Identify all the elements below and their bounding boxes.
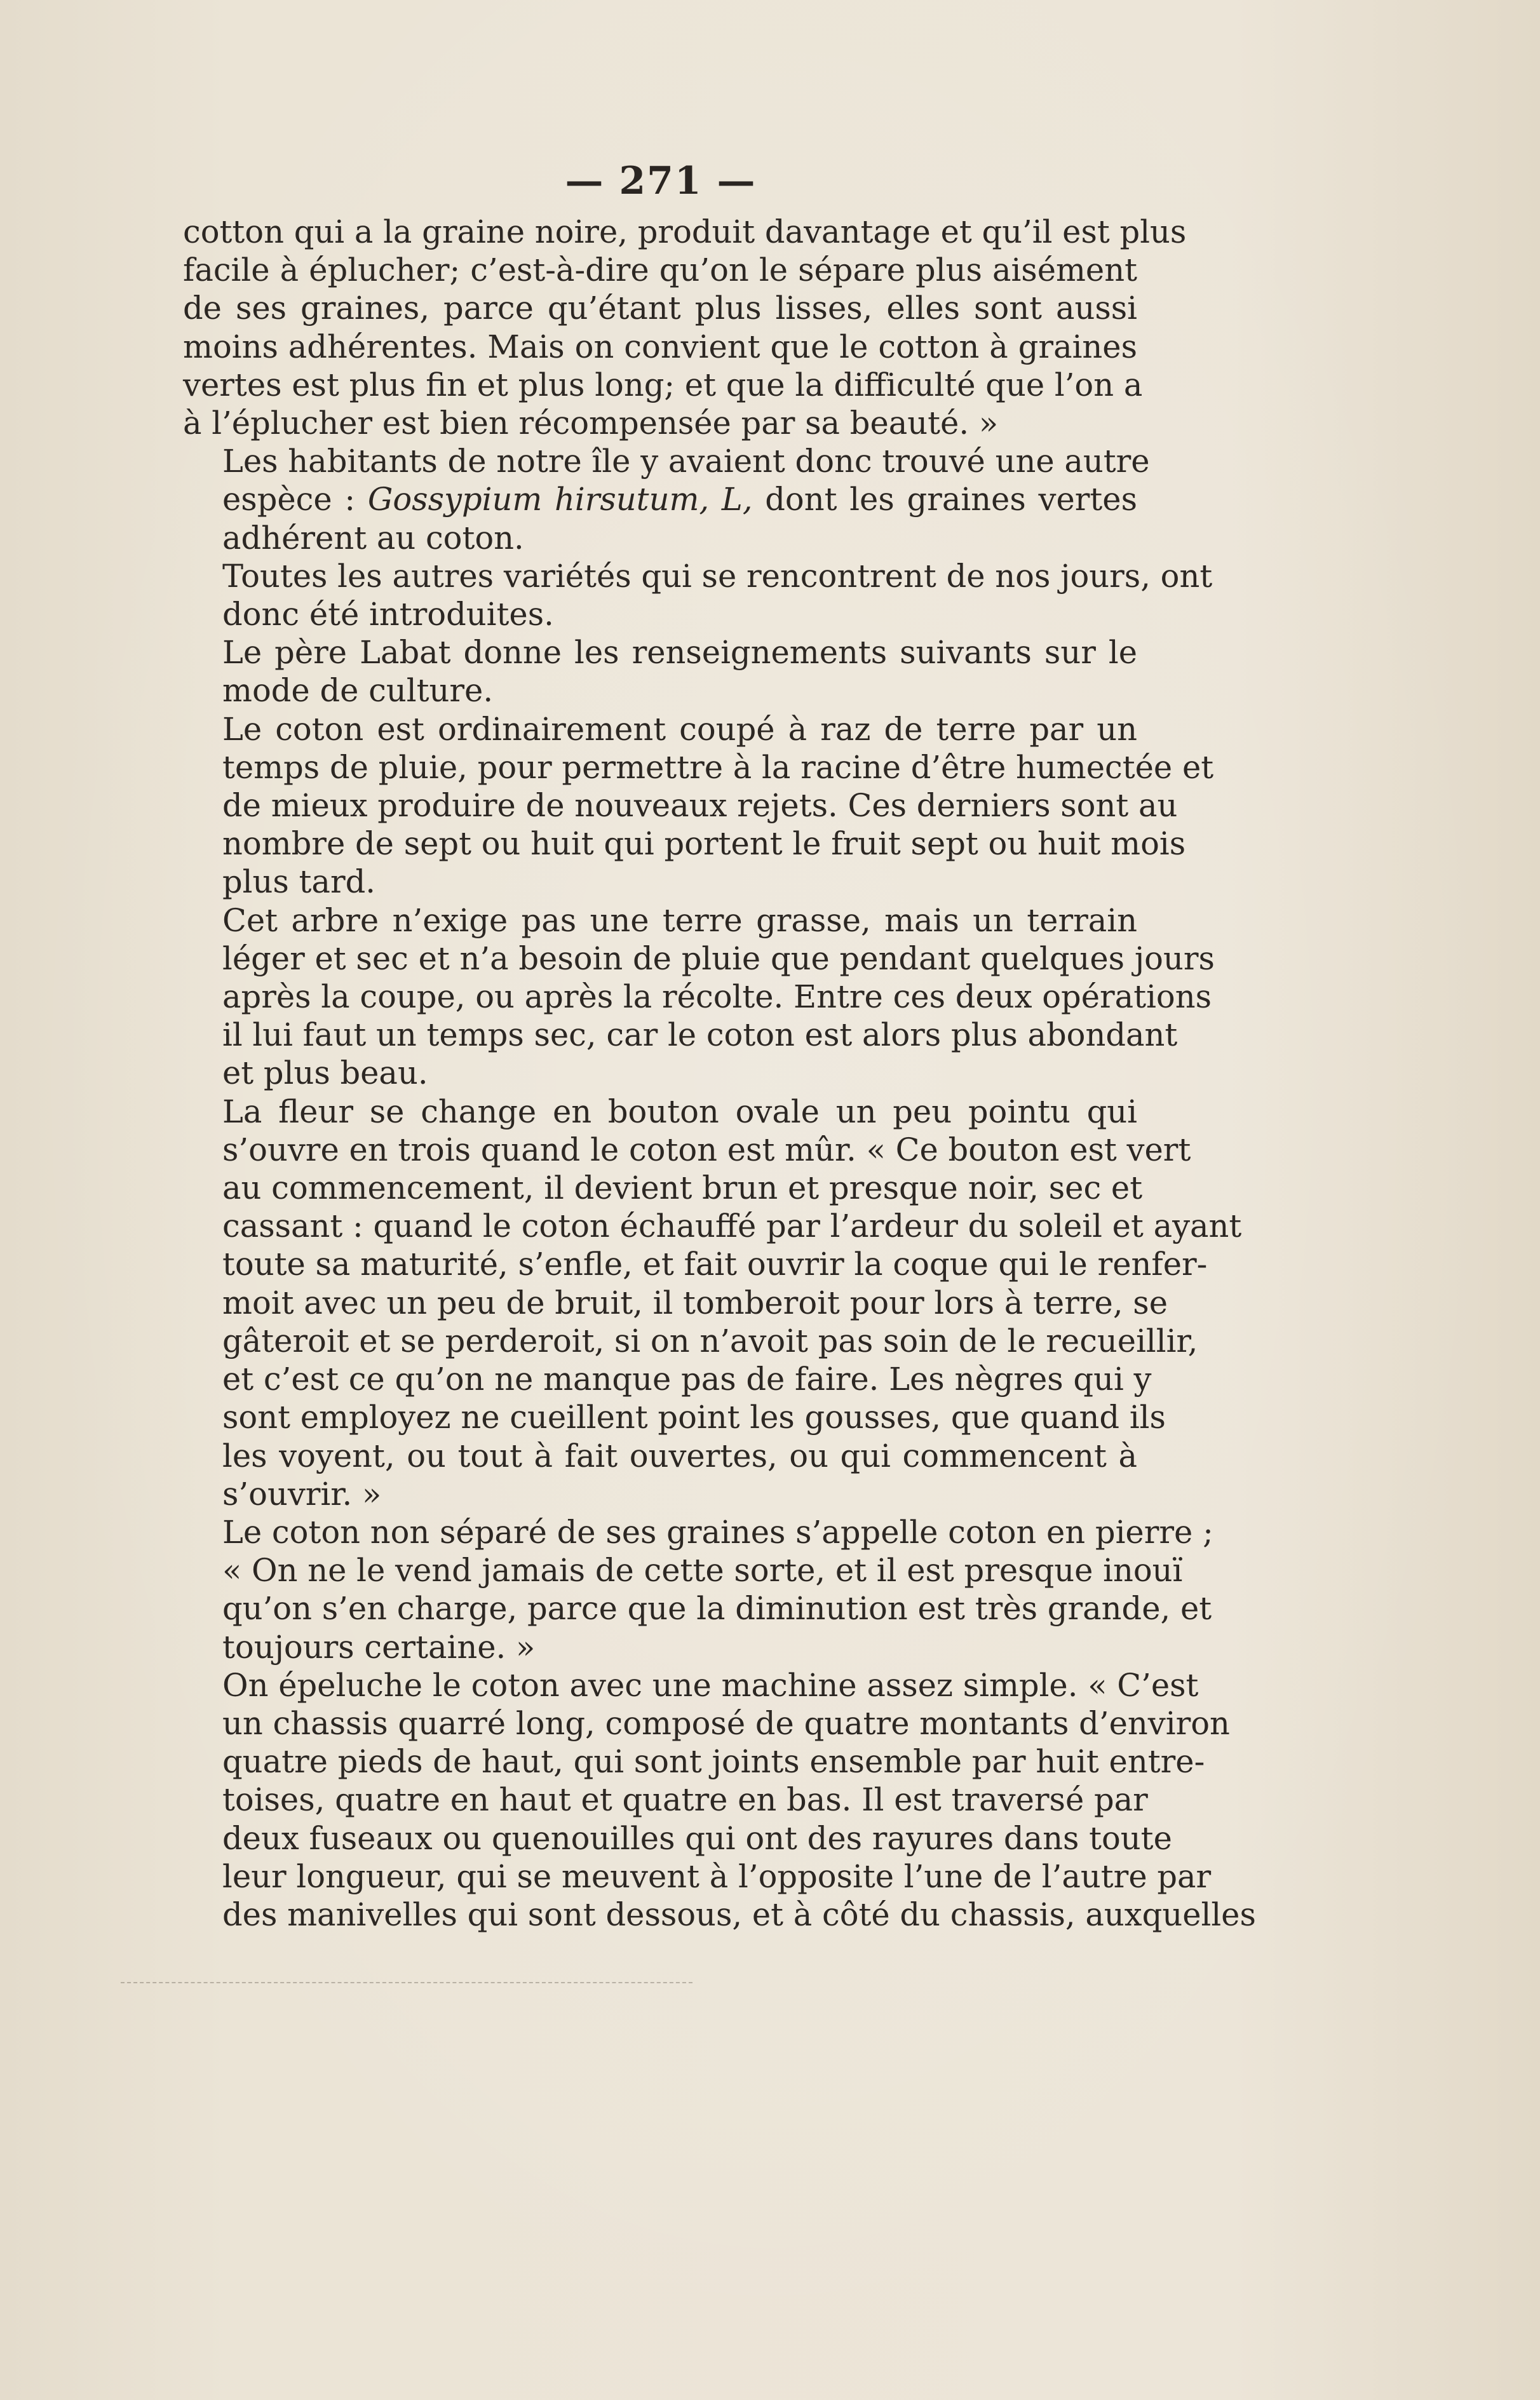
text-line: leur longueur, qui se meuvent à l’opposite l’une de l’autre par	[222, 1857, 1212, 1895]
text-line: de mieux produire de nouveaux rejets. Ces derniers sont au	[222, 787, 1178, 825]
paragraph	[183, 1666, 1256, 1934]
line-suffix: dont les graines vertes	[752, 481, 1137, 518]
text-line: vertes est plus fin et plus long; et que la difficulté que l’on a	[183, 366, 1143, 403]
text-line: les voyent, ou tout à fait ouvertes, ou qui commencent à	[222, 1437, 1137, 1474]
text-line: cotton qui a la graine noire, produit davantage et qu’il est plus	[183, 213, 1187, 250]
text-line: temps de pluie, pour permettre à la racine d’être humectée et	[222, 748, 1214, 786]
text-line: quatre pieds de haut, qui sont joints ensemble par huit entre-	[222, 1743, 1205, 1781]
text-line: Toutes les autres variétés qui se rencontrent de nos jours, ont	[222, 557, 1213, 595]
text-line: mode de culture.	[222, 672, 494, 710]
paragraph	[183, 1513, 1213, 1666]
text-line: adhérent au coton.	[222, 519, 524, 556]
text-line: léger et sec et n’a besoin de pluie que pendant quelques jours	[222, 940, 1215, 977]
text-line: toute sa maturité, s’enfle, et fait ouvrir la coque qui le renfer-	[222, 1246, 1208, 1283]
text-line: s’ouvre en trois quand le coton est mûr. « Ce bouton est vert	[222, 1131, 1191, 1168]
paragraph	[183, 442, 1150, 557]
text-line: sont employez ne cueillent point les gousses, que quand ils	[222, 1399, 1166, 1436]
text-line: toujours certaine. »	[222, 1628, 536, 1666]
paragraph	[183, 213, 1187, 442]
text-line: de ses graines, parce qu’étant plus lisses, elles sont aussi	[183, 290, 1137, 327]
page-number: — 271 —	[565, 159, 757, 203]
text-line: moit avec un peu de bruit, il tomberoit pour lors à terre, se	[222, 1284, 1168, 1321]
paragraph	[183, 633, 1137, 710]
text-line: Les habitants de notre île y avaient donc trouvé une autre	[222, 443, 1150, 480]
text-line: et c’est ce qu’on ne manque pas de faire. Les nègres qui y	[222, 1361, 1152, 1398]
text-line: moins adhérentes. Mais on convient que le cotton à graines	[183, 328, 1137, 365]
line-prefix: espèce :	[222, 481, 368, 518]
text-line: Le coton non séparé de ses graines s’appelle coton en pierre ;	[222, 1513, 1213, 1551]
text-line: facile à éplucher; c’est-à-dire qu’on le sépare plus aisément	[183, 252, 1137, 289]
print-margin-marks	[121, 1982, 692, 1987]
text-line: deux fuseaux ou quenouilles qui ont des rayures dans toute	[222, 1819, 1172, 1857]
text-line: qu’on s’en charge, parce que la diminution est très grande, et	[222, 1590, 1212, 1628]
text-line: gâteroit et se perderoit, si on n’avoit pas soin de le recueillir,	[222, 1322, 1198, 1359]
text-line: Le coton est ordinairement coupé à raz de terre par un	[222, 710, 1137, 748]
text-line: s’ouvrir. »	[222, 1475, 382, 1513]
text-line: On épeluche le coton avec une machine assez simple. « C’est	[222, 1666, 1199, 1704]
text-line: cassant : quand le coton échauffé par l’ardeur du soleil et ayant	[222, 1208, 1242, 1245]
paragraph	[183, 1093, 1242, 1513]
text-line: au commencement, il devient brun et presque noir, sec et	[222, 1170, 1143, 1207]
text-line: des manivelles qui sont dessous, et à côté du chassis, auxquelles	[222, 1896, 1256, 1933]
body-text	[183, 213, 1256, 1934]
text-line: Le père Labat donne les renseignements suivants sur le	[222, 634, 1137, 671]
paragraph	[183, 557, 1213, 633]
text-line: plus tard.	[222, 863, 376, 901]
text-line: « On ne le vend jamais de cette sorte, et il est presque inouï	[222, 1552, 1183, 1589]
text-line: un chassis quarré long, composé de quatre montants d’environ	[222, 1704, 1230, 1742]
paragraph	[183, 901, 1215, 1093]
text-line: Cet arbre n’exige pas une terre grasse, mais un terrain	[222, 901, 1137, 939]
text-line: à l’éplucher est bien récompensée par sa beauté. »	[183, 405, 999, 442]
text-line: et plus beau.	[222, 1055, 428, 1092]
paragraph	[183, 710, 1214, 901]
text-line: toises, quatre en haut et quatre en bas. Il est traversé par	[222, 1781, 1148, 1819]
species-name: Gossypium hirsutum, L,	[367, 481, 753, 518]
text-line: il lui faut un temps sec, car le coton est alors plus abondant	[222, 1016, 1178, 1054]
text-line: donc été introduites.	[222, 596, 554, 633]
text-line: nombre de sept ou huit qui portent le fruit sept ou huit mois	[222, 825, 1186, 863]
text-line: après la coupe, ou après la récolte. Entre ces deux opérations	[222, 978, 1212, 1016]
text-line: La fleur se change en bouton ovale un peu pointu qui	[222, 1093, 1137, 1130]
text-line-with-italic	[183, 480, 1137, 518]
